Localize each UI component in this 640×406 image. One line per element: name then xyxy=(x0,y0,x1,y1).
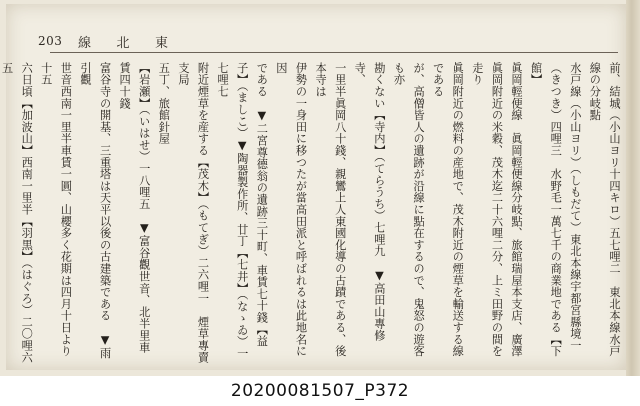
running-title-char: 線 xyxy=(78,36,92,51)
text-column: 勘くない【寺内】（てらうち）七哩九 ▼高田山專修寺、 xyxy=(353,62,386,342)
book-page xyxy=(0,4,626,370)
text-column: （きつき）四哩三 水野毛一萬七千の商業地である【下館】 xyxy=(529,62,563,357)
text-column: 前、結城（小山ヨリ十四キロ）五七哩二 東北本線水戸線の分岐點 xyxy=(588,62,621,357)
text-column: 眞岡附近の燃料の産地で、茂木附近の煙草を輸送する線である xyxy=(431,62,465,357)
text-column: 五丁、旅館針屋 xyxy=(157,62,171,145)
text-column: 子】（ましこ）▼陶器製作所、廿丁【七井】（なゝゐ）一七哩七 xyxy=(216,62,249,360)
vertical-body-text xyxy=(0,62,624,364)
page-edge xyxy=(626,0,640,376)
text-column: である ▼二宮尊德翁の遺跡三十町、車賃七十錢【益 xyxy=(255,62,269,347)
image-caption: 20200081507_P372 xyxy=(230,381,410,401)
text-column: が、高僧皆人の遺跡が沿線に點在するので、鬼怒の遊客も亦 xyxy=(392,62,426,357)
text-column: 眞岡輕便線 眞岡輕便線分岐點、旅館瑞屋本支店、廣澤 xyxy=(510,62,524,357)
running-title-char: 北 xyxy=(116,36,130,51)
text-column: 【岩瀬】（いはせ）一八哩五 ▼富谷觀世音、北半里車賃四十錢 xyxy=(118,62,151,354)
text-column: 六日頃【加波山】西南一里半【羽黒】（はぐろ）二〇哩六五 xyxy=(0,62,34,364)
text-column: 富谷寺の開基、三重塔は天平以後の古建築である ▼雨引觀 xyxy=(78,62,112,359)
text-column: 眞岡附近の米穀、茂木迄二十六哩二分、上ミ田野の間を走り xyxy=(470,62,504,357)
text-column: 附近煙草を産する【茂木】（もてぎ）二六哩一 煙草專賣支局 xyxy=(176,62,210,364)
text-column: 世音西南一里半車賃一圓、山櫻多く花期は四月十日より十五 xyxy=(39,62,73,357)
text-column: 一里半眞岡八十錢、親鸞上人東國化導の古蹟である、後本寺は xyxy=(314,62,347,357)
header-rule xyxy=(50,52,618,53)
running-title-char: 東 xyxy=(154,36,168,51)
text-column: 伊勢の一身田に移つたが當高田派と呼ばれるは此地名に因 xyxy=(274,62,308,357)
page-number: 203 xyxy=(38,34,63,48)
text-column: 水戸線（小山ヨリ）（しもだて）東北本線宇都宮縣境一 xyxy=(568,62,582,352)
running-title xyxy=(78,32,168,51)
